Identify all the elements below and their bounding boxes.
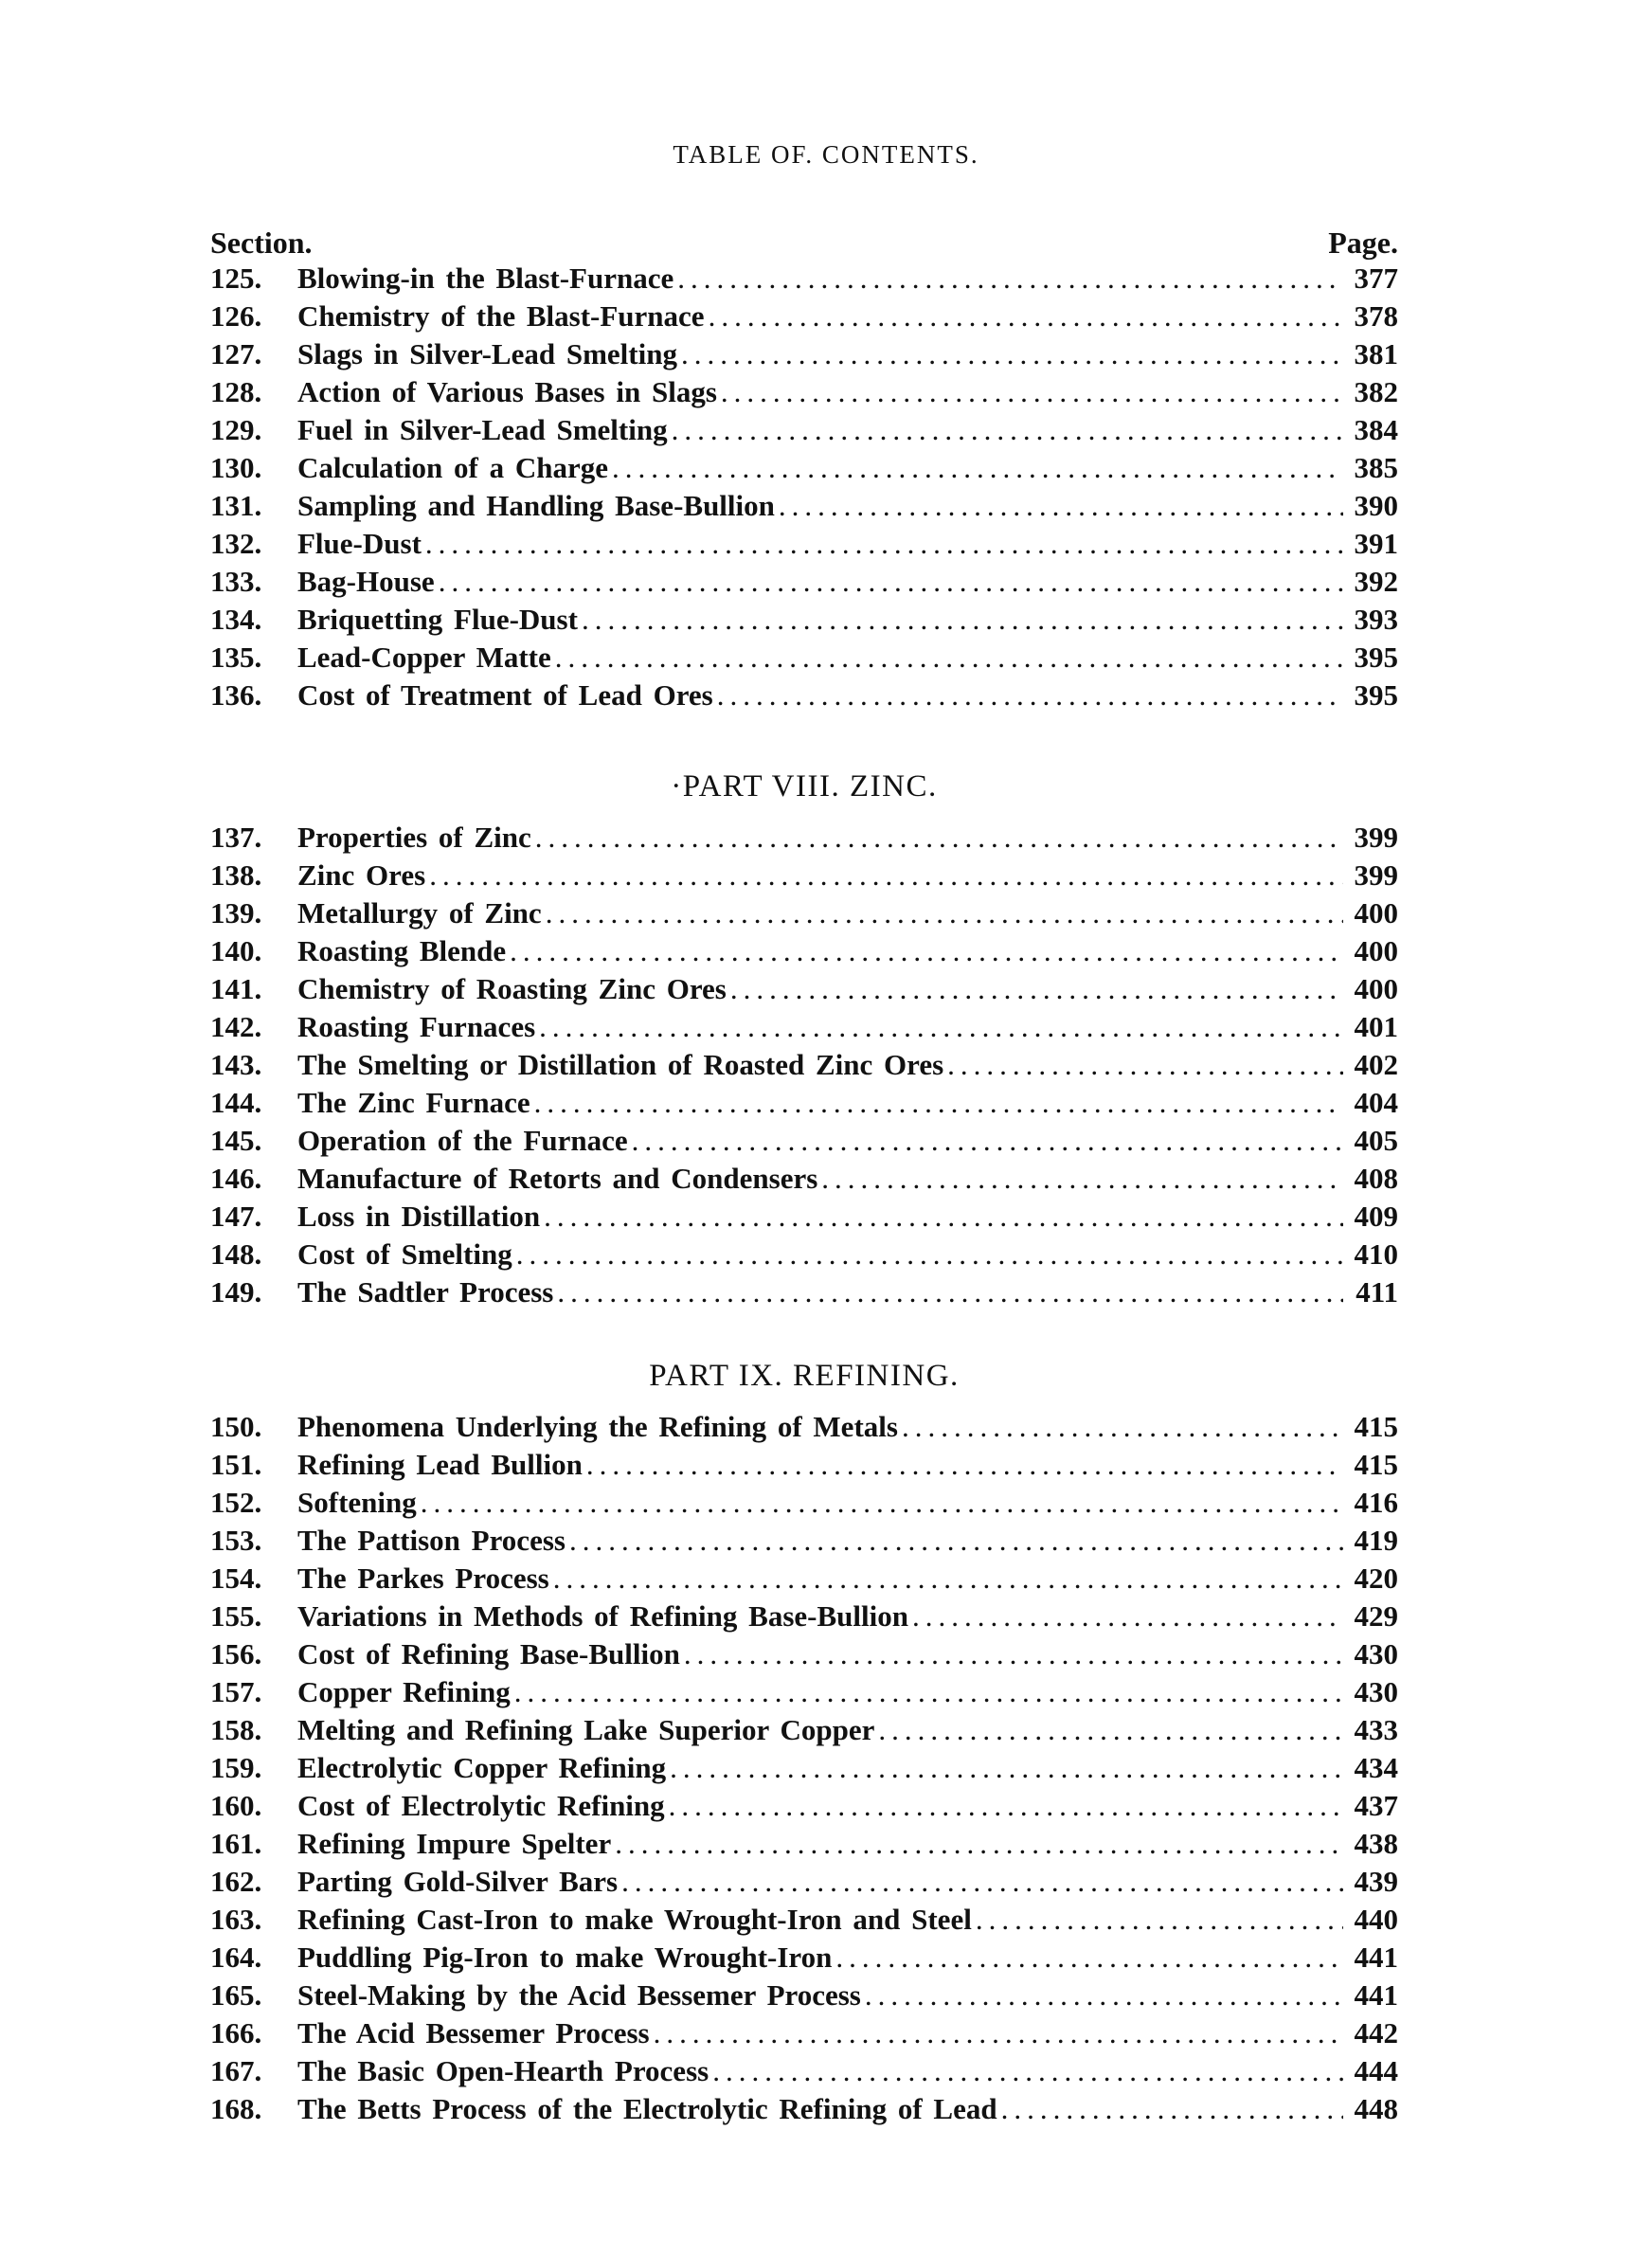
section-number: 142. xyxy=(210,1010,262,1043)
page-number: 400 xyxy=(1354,934,1398,967)
toc-entry xyxy=(210,1598,1398,1635)
part-viii-heading: ·PART VIII. ZINC. xyxy=(671,769,938,803)
dot-leader xyxy=(632,1122,1343,1160)
dot-leader xyxy=(569,1522,1343,1560)
section-number: 143. xyxy=(210,1048,262,1081)
page-number: 442 xyxy=(1354,2016,1398,2049)
section-title: Puddling Pig-Iron to make Wrought-Iron xyxy=(297,1941,833,1974)
toc-entry xyxy=(210,2014,1398,2052)
section-number: 161. xyxy=(210,1827,262,1860)
section-title: Roasting Blende xyxy=(297,934,507,967)
section-number: 146. xyxy=(210,1162,262,1195)
dot-leader xyxy=(721,373,1343,411)
page-number: 404 xyxy=(1354,1086,1398,1119)
page-number: 441 xyxy=(1354,1978,1398,2012)
part-ix-heading: PART IX. REFINING. xyxy=(649,1359,960,1393)
section-number: 135. xyxy=(210,641,262,674)
dot-leader xyxy=(425,525,1343,563)
section-title: Blowing-in the Blast-Furnace xyxy=(297,262,674,295)
section-title: Cost of Smelting xyxy=(297,1237,512,1271)
dot-leader xyxy=(557,1273,1343,1311)
section-number: 132. xyxy=(210,527,262,560)
section-title: Chemistry of Roasting Zinc Ores xyxy=(297,972,727,1005)
page-number: 434 xyxy=(1354,1751,1398,1784)
dot-leader xyxy=(709,298,1343,335)
toc-entry xyxy=(210,1749,1398,1787)
section-title: Cost of Refining Base-Bullion xyxy=(297,1637,680,1670)
section-title: The Parkes Process xyxy=(297,1562,549,1595)
page-number: 409 xyxy=(1354,1200,1398,1233)
section-number: 160. xyxy=(210,1789,262,1822)
section-number: 137. xyxy=(210,821,262,854)
dot-leader xyxy=(654,2014,1343,2052)
toc-entry xyxy=(210,970,1398,1008)
toc-entry xyxy=(210,1635,1398,1673)
column-headers xyxy=(210,226,1398,261)
toc-entry xyxy=(210,1977,1398,2014)
toc-entry xyxy=(210,1160,1398,1198)
dot-leader xyxy=(677,260,1343,298)
section-title: Loss in Distillation xyxy=(297,1200,541,1233)
section-number: 155. xyxy=(210,1599,262,1633)
toc-entry xyxy=(210,525,1398,563)
toc-entry xyxy=(210,1446,1398,1484)
section-title: Manufacture of Retorts and Condensers xyxy=(297,1162,818,1195)
section-title: Flue-Dust xyxy=(297,527,422,560)
page-number: 420 xyxy=(1354,1562,1398,1595)
page-number: 378 xyxy=(1354,299,1398,333)
section-number: 133. xyxy=(210,565,262,598)
page-number: 430 xyxy=(1354,1637,1398,1670)
section-number: 136. xyxy=(210,678,262,712)
section-title: The Smelting or Distillation of Roasted Zinc Ores xyxy=(297,1048,944,1081)
dot-leader xyxy=(821,1160,1343,1198)
section-title: Roasting Furnaces xyxy=(297,1010,536,1043)
section-number: 166. xyxy=(210,2016,262,2049)
page-number: 393 xyxy=(1354,603,1398,636)
dot-leader xyxy=(553,1560,1343,1598)
page-number: 440 xyxy=(1354,1903,1398,1936)
section-number: 130. xyxy=(210,451,262,484)
section-title: The Sadtler Process xyxy=(297,1275,554,1309)
toc-entry xyxy=(210,1673,1398,1711)
section-title: The Zinc Furnace xyxy=(297,1086,530,1119)
dot-leader xyxy=(730,970,1343,1008)
page-number: 439 xyxy=(1354,1865,1398,1898)
dot-leader xyxy=(534,1084,1343,1122)
toc-entry xyxy=(210,2052,1398,2090)
page-number: 402 xyxy=(1354,1048,1398,1081)
dot-leader xyxy=(669,1787,1343,1825)
toc-entry xyxy=(210,1787,1398,1825)
page-number: 382 xyxy=(1354,375,1398,408)
dot-leader xyxy=(912,1598,1343,1635)
page-number: 399 xyxy=(1354,821,1398,854)
section-title: Refining Cast-Iron to make Wrought-Iron and Steel xyxy=(297,1903,972,1936)
toc-entry xyxy=(210,857,1398,894)
page-number: 377 xyxy=(1354,262,1398,295)
section-number: 144. xyxy=(210,1086,262,1119)
section-title: Copper Refining xyxy=(297,1675,511,1708)
section-title: The Pattison Process xyxy=(297,1524,566,1557)
toc-entry xyxy=(210,819,1398,857)
dot-leader xyxy=(510,932,1343,970)
toc-list xyxy=(210,1408,1398,2128)
dot-leader xyxy=(670,1749,1343,1787)
page-number: 408 xyxy=(1354,1162,1398,1195)
page-number: 441 xyxy=(1354,1941,1398,1974)
toc-entry xyxy=(210,449,1398,487)
section-title: Parting Gold-Silver Bars xyxy=(297,1865,619,1898)
section-title: Melting and Refining Lake Superior Copper xyxy=(297,1713,875,1746)
toc-entry xyxy=(210,894,1398,932)
page-number: 430 xyxy=(1354,1675,1398,1708)
dot-leader xyxy=(516,1236,1343,1273)
toc-group-part-ix xyxy=(210,1349,1398,2128)
section-title: Calculation of a Charge xyxy=(297,451,609,484)
running-title: TABLE OF. CONTENTS. xyxy=(673,140,979,169)
dot-leader xyxy=(535,819,1343,857)
toc-entry xyxy=(210,335,1398,373)
section-title: Refining Impure Spelter xyxy=(297,1827,612,1860)
section-number: 157. xyxy=(210,1675,262,1708)
page-number: 391 xyxy=(1354,527,1398,560)
page-number: 437 xyxy=(1354,1789,1398,1822)
page-number: 381 xyxy=(1354,337,1398,370)
toc-entry xyxy=(210,1901,1398,1939)
section-title: Bag-House xyxy=(297,565,435,598)
dot-leader xyxy=(779,487,1343,525)
page-number: 438 xyxy=(1354,1827,1398,1860)
dot-leader xyxy=(865,1977,1343,2014)
page-number: 444 xyxy=(1354,2054,1398,2087)
section-title: Action of Various Bases in Slags xyxy=(297,375,717,408)
dot-leader xyxy=(1001,2090,1343,2128)
toc-entry xyxy=(210,411,1398,449)
page-number: 433 xyxy=(1354,1713,1398,1746)
toc-entry xyxy=(210,677,1398,714)
page-number: 384 xyxy=(1354,413,1398,446)
toc-entry xyxy=(210,563,1398,601)
section-title: Variations in Methods of Refining Base-Bullion xyxy=(297,1599,908,1633)
dot-leader xyxy=(439,563,1343,601)
toc-entry xyxy=(210,1408,1398,1446)
toc-list xyxy=(210,260,1398,714)
section-number: 165. xyxy=(210,1978,262,2012)
toc-entry xyxy=(210,1939,1398,1977)
section-number: 148. xyxy=(210,1237,262,1271)
section-title: Cost of Electrolytic Refining xyxy=(297,1789,665,1822)
dot-leader xyxy=(717,677,1343,714)
dot-leader xyxy=(681,335,1343,373)
page-number: 429 xyxy=(1354,1599,1398,1633)
section-number: 134. xyxy=(210,603,262,636)
toc-list xyxy=(210,819,1398,1311)
dot-leader xyxy=(712,2052,1343,2090)
section-title: Steel-Making by the Acid Bessemer Process xyxy=(297,1978,861,2012)
dot-leader xyxy=(615,1825,1343,1863)
page-number: 415 xyxy=(1354,1448,1398,1481)
section-title: Lead-Copper Matte xyxy=(297,641,551,674)
page-number: 410 xyxy=(1354,1237,1398,1271)
toc-entry xyxy=(210,260,1398,298)
toc-group-part-viii xyxy=(210,760,1398,1311)
section-number: 147. xyxy=(210,1200,262,1233)
section-number: 168. xyxy=(210,2092,262,2125)
section-title: Properties of Zinc xyxy=(297,821,531,854)
section-number: 140. xyxy=(210,934,262,967)
page-number: 411 xyxy=(1356,1275,1398,1309)
section-number: 164. xyxy=(210,1941,262,1974)
section-number: 138. xyxy=(210,858,262,892)
page-number: 390 xyxy=(1354,489,1398,522)
section-title: Cost of Treatment of Lead Ores xyxy=(297,678,713,712)
toc-entry xyxy=(210,1046,1398,1084)
toc-entry xyxy=(210,1008,1398,1046)
section-number: 163. xyxy=(210,1903,262,1936)
page-column-label: Page. xyxy=(1328,226,1398,260)
dot-leader xyxy=(546,894,1343,932)
page-number: 416 xyxy=(1354,1486,1398,1519)
page-number: 395 xyxy=(1354,678,1398,712)
page-number: 400 xyxy=(1354,896,1398,930)
section-number: 149. xyxy=(210,1275,262,1309)
toc-group-part-vii-end xyxy=(210,260,1398,714)
section-number: 126. xyxy=(210,299,262,333)
toc-entry xyxy=(210,373,1398,411)
section-title: Phenomena Underlying the Refining of Metals xyxy=(297,1410,898,1443)
section-number: 159. xyxy=(210,1751,262,1784)
section-number: 152. xyxy=(210,1486,262,1519)
dot-leader xyxy=(544,1198,1343,1236)
toc-entry xyxy=(210,1863,1398,1901)
dot-leader xyxy=(878,1711,1343,1749)
section-title: Refining Lead Bullion xyxy=(297,1448,583,1481)
dot-leader xyxy=(586,1446,1343,1484)
section-number: 141. xyxy=(210,972,262,1005)
page-number: 399 xyxy=(1354,858,1398,892)
toc-entry xyxy=(210,932,1398,970)
section-title: Softening xyxy=(297,1486,417,1519)
dot-leader xyxy=(684,1635,1343,1673)
toc-entry xyxy=(210,1122,1398,1160)
page-number: 419 xyxy=(1354,1524,1398,1557)
dot-leader xyxy=(421,1484,1343,1522)
toc-entry xyxy=(210,601,1398,639)
page-number: 400 xyxy=(1354,972,1398,1005)
section-title: Zinc Ores xyxy=(297,858,426,892)
section-number: 125. xyxy=(210,262,262,295)
section-title: Briquetting Flue-Dust xyxy=(297,603,578,636)
toc-entry xyxy=(210,1560,1398,1598)
toc-entry xyxy=(210,1711,1398,1749)
section-title: The Basic Open-Hearth Process xyxy=(297,2054,709,2087)
dot-leader xyxy=(672,411,1343,449)
dot-leader xyxy=(947,1046,1343,1084)
dot-leader xyxy=(612,449,1343,487)
section-number: 139. xyxy=(210,896,262,930)
page-number: 392 xyxy=(1354,565,1398,598)
dot-leader xyxy=(514,1673,1343,1711)
section-number: 158. xyxy=(210,1713,262,1746)
section-title: The Acid Bessemer Process xyxy=(297,2016,650,2049)
dot-leader xyxy=(976,1901,1343,1939)
page-number: 401 xyxy=(1354,1010,1398,1043)
section-title: Fuel in Silver-Lead Smelting xyxy=(297,413,668,446)
section-number: 167. xyxy=(210,2054,262,2087)
section-number: 131. xyxy=(210,489,262,522)
section-title: Slags in Silver-Lead Smelting xyxy=(297,337,677,370)
section-title: Operation of the Furnace xyxy=(297,1124,628,1157)
toc-entry xyxy=(210,487,1398,525)
section-number: 150. xyxy=(210,1410,262,1443)
section-number: 127. xyxy=(210,337,262,370)
section-number: 153. xyxy=(210,1524,262,1557)
section-number: 162. xyxy=(210,1865,262,1898)
page-number: 385 xyxy=(1354,451,1398,484)
toc-entry xyxy=(210,298,1398,335)
dot-leader xyxy=(835,1939,1343,1977)
section-title: Chemistry of the Blast-Furnace xyxy=(297,299,705,333)
toc-entry xyxy=(210,1484,1398,1522)
section-number: 128. xyxy=(210,375,262,408)
section-number: 156. xyxy=(210,1637,262,1670)
dot-leader xyxy=(539,1008,1343,1046)
dot-leader xyxy=(429,857,1343,894)
section-title: Metallurgy of Zinc xyxy=(297,896,542,930)
toc-entry xyxy=(210,2090,1398,2128)
section-number: 154. xyxy=(210,1562,262,1595)
section-number: 145. xyxy=(210,1124,262,1157)
section-title: The Betts Process of the Electrolytic Refining of Lead xyxy=(297,2092,997,2125)
page-number: 395 xyxy=(1354,641,1398,674)
section-column-label: Section. xyxy=(210,226,313,260)
section-number: 151. xyxy=(210,1448,262,1481)
toc-entry xyxy=(210,1084,1398,1122)
page-number: 415 xyxy=(1354,1410,1398,1443)
dot-leader xyxy=(555,639,1343,677)
toc-entry xyxy=(210,1198,1398,1236)
toc-entry xyxy=(210,1522,1398,1560)
section-number: 129. xyxy=(210,413,262,446)
section-title: Sampling and Handling Base-Bullion xyxy=(297,489,775,522)
dot-leader xyxy=(902,1408,1343,1446)
section-title: Electrolytic Copper Refining xyxy=(297,1751,667,1784)
toc-entry xyxy=(210,1236,1398,1273)
page-number: 405 xyxy=(1354,1124,1398,1157)
toc-entry xyxy=(210,1825,1398,1863)
page-number: 448 xyxy=(1354,2092,1398,2125)
dot-leader xyxy=(621,1863,1343,1901)
dot-leader xyxy=(582,601,1343,639)
toc-entry xyxy=(210,639,1398,677)
toc-entry xyxy=(210,1273,1398,1311)
